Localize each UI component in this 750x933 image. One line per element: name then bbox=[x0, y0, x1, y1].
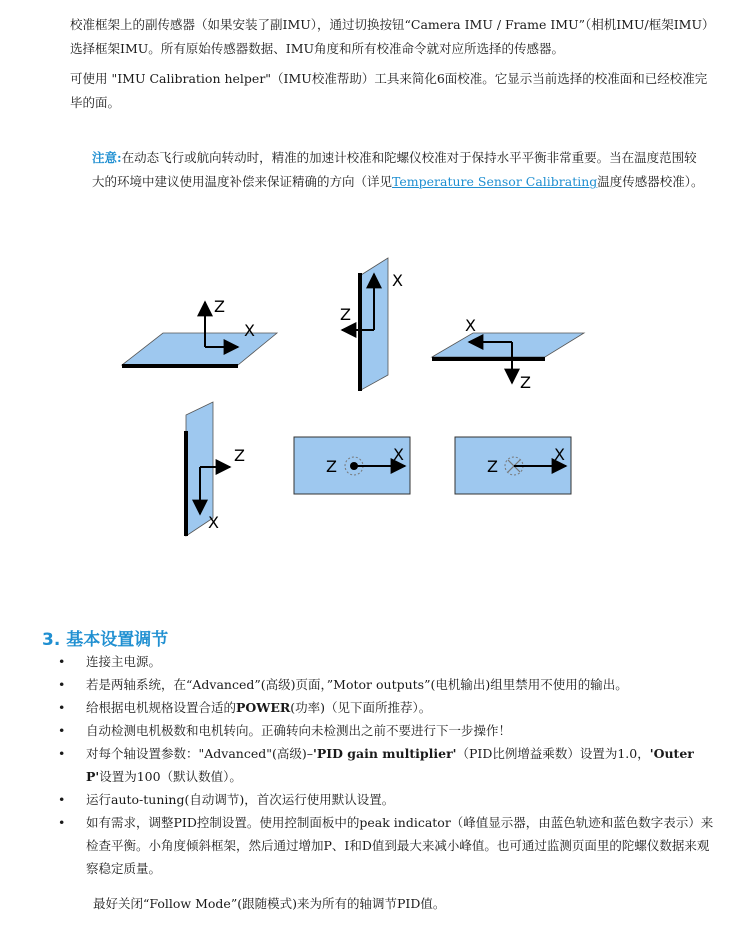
orientation-flat-z-down bbox=[432, 316, 584, 392]
note-label: 注意: bbox=[92, 150, 122, 165]
note-suffix: 温度传感器校准）。 bbox=[597, 174, 704, 189]
note-paragraph bbox=[92, 146, 707, 194]
closing-note: 最好关闭“Follow Mode”(跟随模式)来为所有的轴调节PID值。 bbox=[93, 896, 446, 911]
x-axis-label: X bbox=[393, 445, 404, 464]
z-axis-label: Z bbox=[340, 305, 351, 324]
x-axis-label: X bbox=[392, 271, 403, 290]
sensor-plate bbox=[432, 333, 584, 357]
list-item: • 连接主电源。 bbox=[58, 654, 162, 669]
list-item: • 运行auto-tuning(自动调节)，首次运行使用默认设置。 bbox=[58, 792, 395, 807]
orientation-flat-z-up bbox=[122, 297, 277, 366]
section-heading: 3. 基本设置调节 bbox=[42, 630, 169, 650]
x-axis-label: X bbox=[244, 321, 255, 340]
orientation-vertical-x-down bbox=[186, 402, 245, 536]
setup-steps-list bbox=[56, 650, 716, 880]
imu-orientation-diagram bbox=[0, 230, 750, 550]
orientation-vertical-x-up bbox=[340, 258, 403, 391]
list-item: • 如有需求，调整PID控制设置。使用控制面板中的peak indicator（峰值显示器，由蓝色轨迹和蓝色数字表示）来检查平衡。小角度倾斜框架，然后通过增加P、I和D值到最大来减小峰值。也可通过监测页面里的陀螺仪数据来观察稳定质量。 bbox=[58, 815, 714, 876]
list-item: • 自动检测电机极数和电机转向。正确转向未检测出之前不要进行下一步操作！ bbox=[58, 723, 512, 738]
z-axis-label: Z bbox=[326, 457, 337, 476]
intro-paragraph-2: 可使用 "IMU Calibration helper"（IMU校准帮助）工具来简化6面校准。它显示当前选择的校准面和已经校准完毕的面。 bbox=[70, 71, 708, 110]
list-item: • 对每个轴设置参数："Advanced"(高级)–'PID gain multiplier'（PID比例增益乘数）设置为1.0，'Outer P'设置为100（默认数值）。 bbox=[58, 746, 694, 784]
note-text: 在动态飞行或航向转动时，精准的加速计校准和陀螺仪校准对于保持水平平衡非常重要。当在温度范围较大的环境中建议使用温度补偿来保证精确的方向（详见 bbox=[92, 150, 697, 189]
temperature-sensor-link[interactable]: Temperature Sensor Calibrating bbox=[392, 174, 598, 189]
orientation-face-z-toward bbox=[294, 437, 410, 494]
x-axis-label: X bbox=[465, 316, 476, 335]
z-axis-label: Z bbox=[520, 373, 531, 392]
list-item: • 若是两轴系统，在“Advanced”(高级)页面，”Motor outputs”(电机输出)组里禁用不使用的输出。 bbox=[58, 677, 628, 692]
x-axis-label: X bbox=[208, 513, 219, 532]
orientation-face-z-away bbox=[455, 437, 571, 494]
z-axis-label: Z bbox=[214, 297, 225, 316]
z-axis-label: Z bbox=[487, 457, 498, 476]
intro-paragraph-1: 校准框架上的副传感器（如果安装了副IMU），通过切换按钮“Camera IMU / Frame IMU”（相机IMU/框架IMU）选择框架IMU。所有原始传感器数据、IMU角度和所有校准命令就对应所选择的传感器。 bbox=[70, 17, 709, 56]
list-item: • 给根据电机规格设置合适的POWER(功率)（见下面所推荐）。 bbox=[58, 700, 432, 715]
z-axis-label: Z bbox=[234, 446, 245, 465]
x-axis-label: X bbox=[554, 445, 565, 464]
